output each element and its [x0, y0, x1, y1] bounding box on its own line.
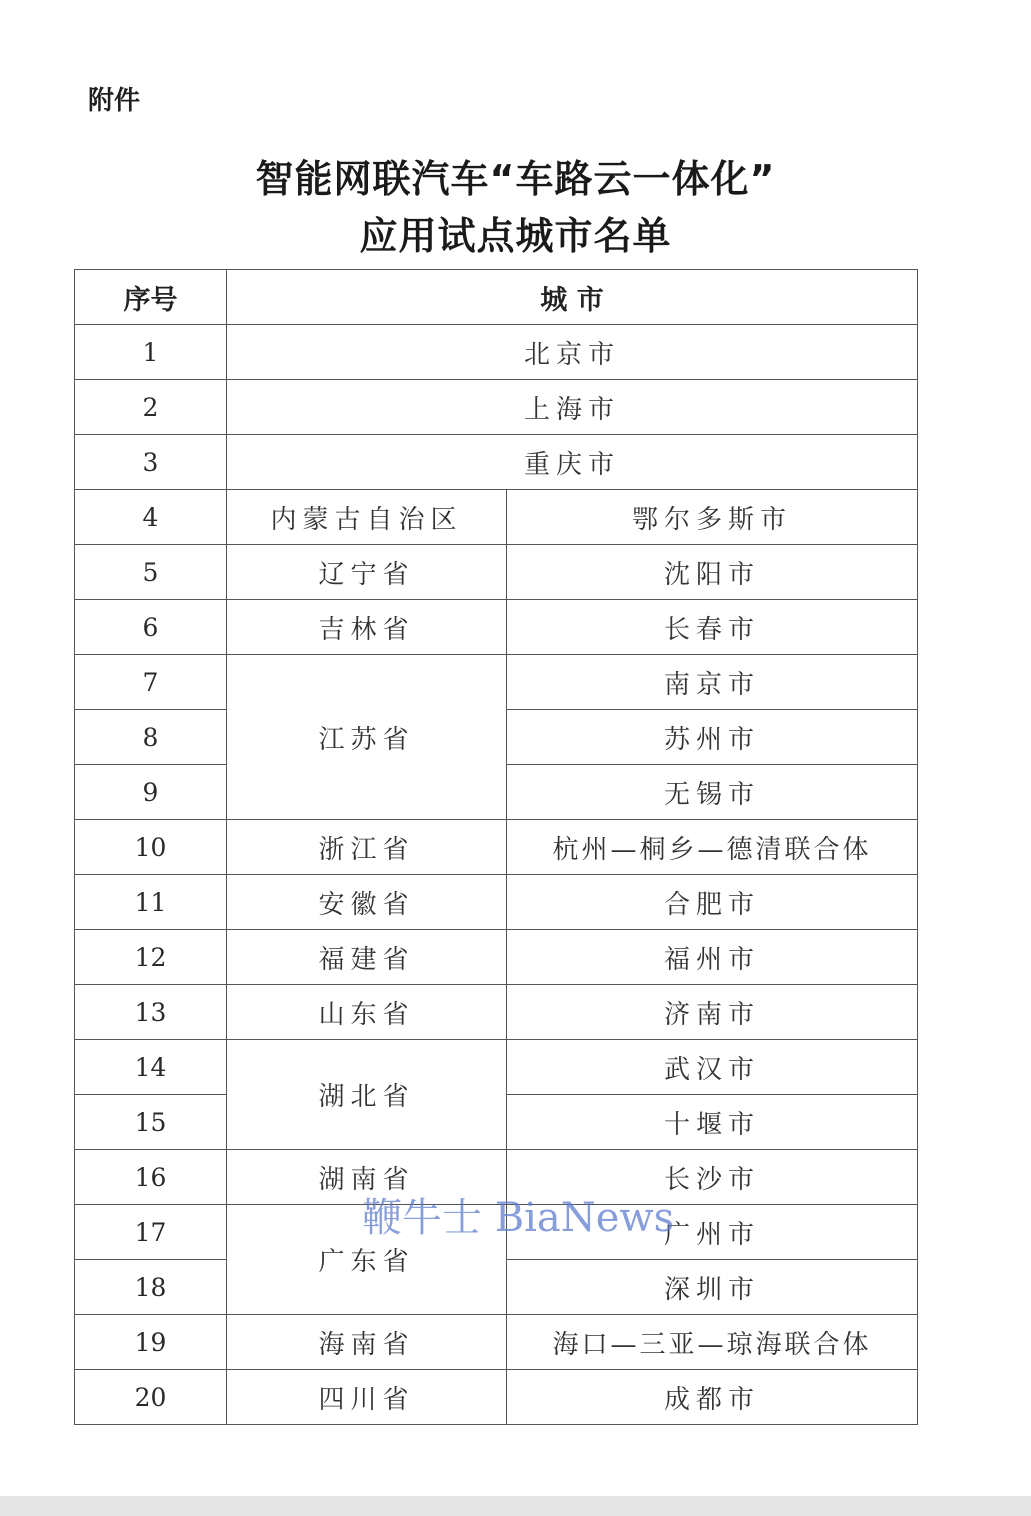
- city-cell: 深圳市: [507, 1260, 918, 1315]
- city-cell: 北京市: [227, 325, 918, 380]
- row-number: 9: [75, 765, 227, 820]
- city-cell: 重庆市: [227, 435, 918, 490]
- city-cell: 武汉市: [507, 1040, 918, 1095]
- city-cell: 十堰市: [507, 1095, 918, 1150]
- province-cell: 浙江省: [227, 820, 507, 875]
- row-number: 13: [75, 985, 227, 1040]
- row-number: 4: [75, 490, 227, 545]
- table-row: [75, 380, 918, 435]
- row-number: 11: [75, 875, 227, 930]
- row-number: 15: [75, 1095, 227, 1150]
- city-cell: 长春市: [507, 600, 918, 655]
- province-cell: 广东省: [227, 1205, 507, 1315]
- table-row: [75, 1315, 918, 1370]
- row-number: 6: [75, 600, 227, 655]
- city-cell: 福州市: [507, 930, 918, 985]
- row-number: 12: [75, 930, 227, 985]
- row-number: 17: [75, 1205, 227, 1260]
- city-cell: 合肥市: [507, 875, 918, 930]
- title-line-2: 应用试点城市名单: [359, 214, 672, 258]
- pilot-city-table: [74, 269, 918, 1425]
- province-cell: 湖北省: [227, 1040, 507, 1150]
- city-cell: 海口—三亚—琼海联合体: [507, 1315, 918, 1370]
- row-number: 5: [75, 545, 227, 600]
- city-cell: 上海市: [227, 380, 918, 435]
- province-cell: 海南省: [227, 1315, 507, 1370]
- table-row: [75, 1040, 918, 1095]
- header-city: 城 市: [227, 270, 918, 325]
- row-number: 3: [75, 435, 227, 490]
- page-bottom-edge: [0, 1496, 1031, 1516]
- province-cell: 安徽省: [227, 875, 507, 930]
- table-row: [75, 875, 918, 930]
- row-number: 8: [75, 710, 227, 765]
- table-row: [75, 1150, 918, 1205]
- table-row: [75, 600, 918, 655]
- province-cell: 吉林省: [227, 600, 507, 655]
- city-cell: 济南市: [507, 985, 918, 1040]
- province-cell: 辽宁省: [227, 545, 507, 600]
- row-number: 20: [75, 1370, 227, 1425]
- province-cell: 江苏省: [227, 655, 507, 820]
- table-header-row: [75, 270, 918, 325]
- city-cell: 广州市: [507, 1205, 918, 1260]
- city-cell: 成都市: [507, 1370, 918, 1425]
- city-cell: 无锡市: [507, 765, 918, 820]
- table-row: [75, 1370, 918, 1425]
- row-number: 18: [75, 1260, 227, 1315]
- table-row: [75, 655, 918, 710]
- row-number: 16: [75, 1150, 227, 1205]
- table-row: [75, 325, 918, 380]
- attachment-label: 附件: [88, 86, 141, 116]
- row-number: 10: [75, 820, 227, 875]
- city-cell: 沈阳市: [507, 545, 918, 600]
- province-cell: 福建省: [227, 930, 507, 985]
- province-cell: 山东省: [227, 985, 507, 1040]
- province-cell: 四川省: [227, 1370, 507, 1425]
- city-cell: 长沙市: [507, 1150, 918, 1205]
- table-row: [75, 435, 918, 490]
- row-number: 1: [75, 325, 227, 380]
- table-row: [75, 985, 918, 1040]
- table-row: [75, 490, 918, 545]
- header-index: 序号: [75, 270, 227, 325]
- watermark: 鞭牛士 BiaNews: [362, 1195, 675, 1241]
- province-cell: 湖南省: [227, 1150, 507, 1205]
- table-row: [75, 820, 918, 875]
- city-cell: 南京市: [507, 655, 918, 710]
- table-row: [75, 930, 918, 985]
- row-number: 7: [75, 655, 227, 710]
- row-number: 14: [75, 1040, 227, 1095]
- city-cell: 杭州—桐乡—德清联合体: [507, 820, 918, 875]
- province-cell: 内蒙古自治区: [227, 490, 507, 545]
- table-row: [75, 1205, 918, 1260]
- table-row: [75, 545, 918, 600]
- title-line-1: 智能网联汽车“车路云一体化”: [255, 157, 776, 201]
- city-cell: 苏州市: [507, 710, 918, 765]
- row-number: 2: [75, 380, 227, 435]
- city-cell: 鄂尔多斯市: [507, 490, 918, 545]
- row-number: 19: [75, 1315, 227, 1370]
